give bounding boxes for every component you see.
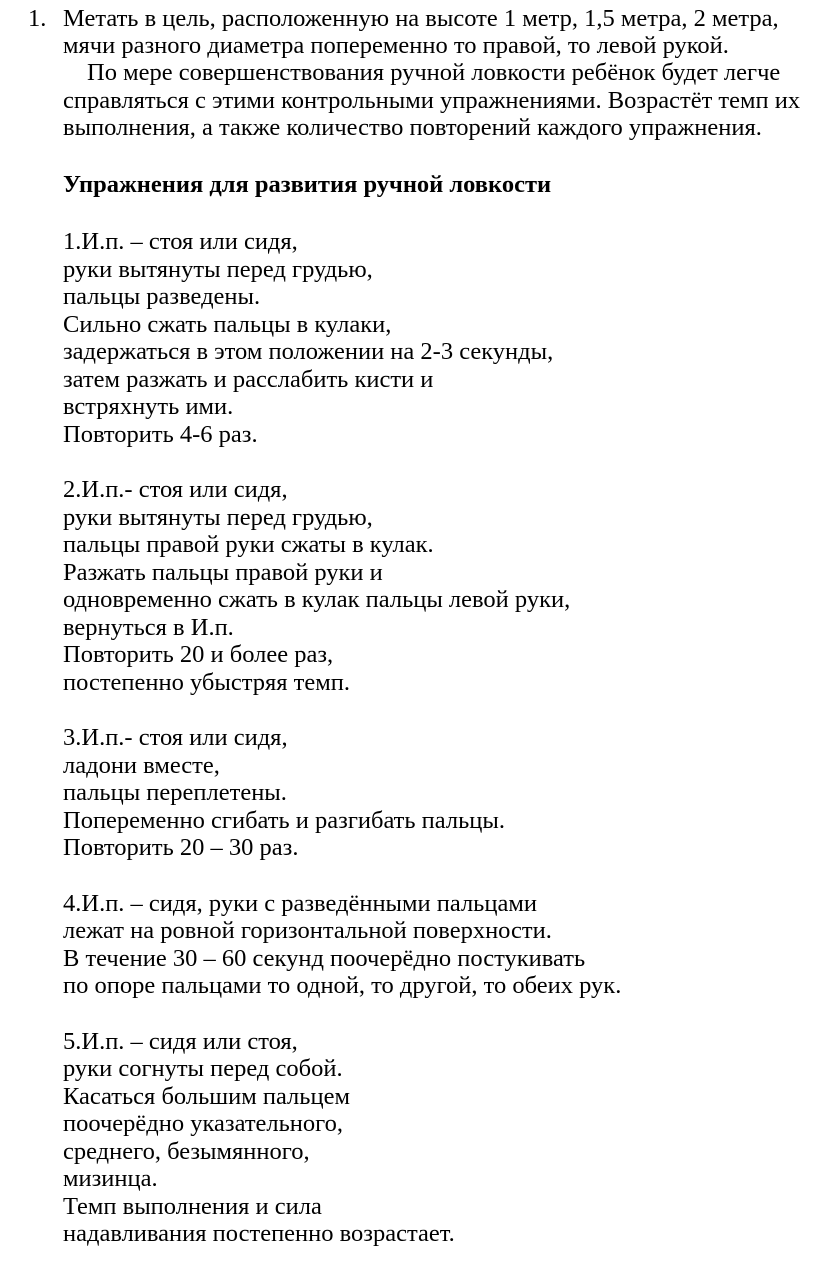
exercise-1-line: Повторить 4-6 раз.: [63, 421, 258, 448]
intro-paragraph-line: справляться с этими контрольными упражнениями. Возрастёт темп их: [63, 87, 801, 114]
exercise-2-line: руки вытянуты перед грудью,: [63, 504, 373, 531]
exercise-1-line: встряхнуть ими.: [63, 393, 234, 420]
exercise-5-line: Темп выполнения и сила: [63, 1193, 322, 1220]
exercise-3-line: Повторить 20 – 30 раз.: [63, 834, 299, 861]
exercise-4-line: по опоре пальцами то одной, то другой, то обеих рук.: [63, 972, 622, 999]
exercise-5-line: 5.И.п. – сидя или стоя,: [63, 1028, 298, 1055]
exercise-1-line: руки вытянуты перед грудью,: [63, 256, 373, 283]
exercise-2-line: постепенно убыстряя темп.: [63, 669, 350, 696]
exercise-3-line: пальцы переплетены.: [63, 779, 287, 806]
exercise-5-line: среднего, безымянного,: [63, 1138, 310, 1165]
exercise-2-line: вернуться в И.п.: [63, 614, 234, 641]
exercise-2-line: одновременно сжать в кулак пальцы левой руки,: [63, 586, 571, 613]
exercise-1-line: пальцы разведены.: [63, 283, 261, 310]
exercise-2-line: Повторить 20 и более раз,: [63, 641, 334, 668]
exercise-1-line: Сильно сжать пальцы в кулаки,: [63, 311, 392, 338]
intro-item-line: мячи разного диаметра попеременно то правой, то левой рукой.: [63, 32, 729, 59]
exercise-3-line: 3.И.п.- стоя или сидя,: [63, 724, 288, 751]
exercise-2-line: пальцы правой руки сжаты в кулак.: [63, 531, 434, 558]
exercise-4-line: лежат на ровной горизонтальной поверхности.: [63, 917, 552, 944]
exercise-1-line: затем разжать и расслабить кисти и: [63, 366, 434, 393]
exercise-5-line: поочерёдно указательного,: [63, 1110, 343, 1137]
exercise-5-line: руки согнуты перед собой.: [63, 1055, 343, 1082]
exercise-5-line: мизинца.: [63, 1165, 158, 1192]
list-item-number: 1.: [28, 5, 47, 32]
intro-paragraph-line: По мере совершенствования ручной ловкости ребёнок будет легче: [87, 59, 781, 86]
exercise-2-line: Разжать пальцы правой руки и: [63, 559, 383, 586]
exercise-4-line: В течение 30 – 60 секунд поочерёдно постукивать: [63, 945, 586, 972]
exercise-1-line: задержаться в этом положении на 2-3 секунды,: [63, 338, 554, 365]
section-heading: Упражнения для развития ручной ловкости: [63, 171, 552, 198]
intro-paragraph-line: выполнения, а также количество повторений каждого упражнения.: [63, 114, 762, 141]
exercise-1-line: 1.И.п. – стоя или сидя,: [63, 228, 298, 255]
exercise-3-line: Попеременно сгибать и разгибать пальцы.: [63, 807, 505, 834]
exercise-3-line: ладони вместе,: [63, 752, 220, 779]
exercise-5-line: надавливания постепенно возрастает.: [63, 1220, 455, 1247]
exercise-4-line: 4.И.п. – сидя, руки с разведёнными пальцами: [63, 890, 537, 917]
exercise-5-line: Касаться большим пальцем: [63, 1083, 350, 1110]
exercise-2-line: 2.И.п.- стоя или сидя,: [63, 476, 288, 503]
intro-item-line: Метать в цель, расположенную на высоте 1 метр, 1,5 метра, 2 метра,: [63, 5, 779, 32]
